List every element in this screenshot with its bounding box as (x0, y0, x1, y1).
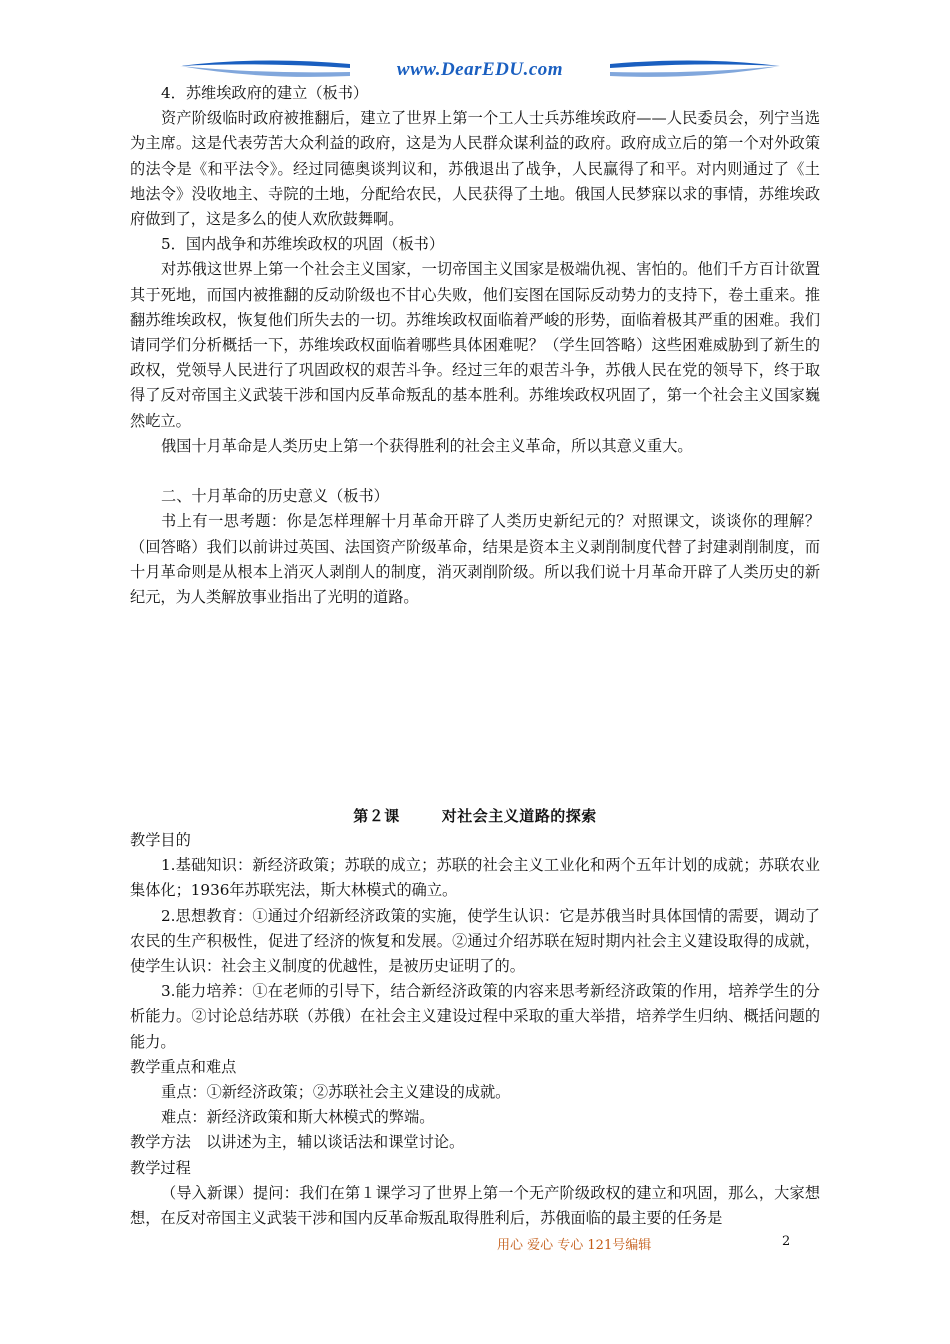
section-heading: 4．苏维埃政府的建立（板书） (161, 84, 369, 102)
lesson-number: 第２课 (353, 807, 400, 825)
lesson-2-body (130, 828, 820, 1231)
paragraph: 俄国十月革命是人类历史上第一个获得胜利的社会主义革命，所以其意义重大。 (161, 436, 693, 455)
paragraph: 教学目的 (130, 831, 191, 849)
footer-editor-note: 用心 爱心 专心 121号编辑 (497, 1238, 652, 1253)
page-number: 2 (782, 1234, 791, 1249)
paragraph: 书上有一思考题：你是怎样理解十月革命开辟了人类历史新纪元的？对照课文，谈谈你的理解？（回答略）我们以前讲过英国、法国资产阶级革命，结果是资本主义剥削制度代替了封建剥削制度，而十月革命则是从根本上消灭人剥削人的制度，消灭剥削阶级。所以我们说十月革命开辟了人类历史的新纪元，为人类解放事业指出了光明的道路。 (130, 512, 820, 607)
paragraph: 难点：新经济政策和斯大林模式的弊端。 (161, 1108, 435, 1127)
lesson-title (130, 805, 820, 826)
lesson-name: 对社会主义道路的探索 (441, 807, 597, 825)
section-1-body (130, 81, 820, 610)
section-heading: 二、十月革命的历史意义（板书） (161, 487, 389, 506)
blank-line (130, 459, 820, 484)
paragraph: 资产阶级临时政府被推翻后，建立了世界上第一个工人士兵苏维埃政府——人民委员会，列宁当选为主席。这是代表劳苦大众利益的政府，这是为人民群众谋利益的政府。政府成立后的第一个对外政策的法令是《和平法令》。经过同德奥谈判议和，苏俄退出了战争，人民赢得了和平。对内则通过了《土地法令》没收地主、寺院的土地，分配给农民，人民获得了土地。俄国人民梦寐以求的事情，苏维埃政府做到了，这是多么的使人欢欣鼓舞啊。 (130, 109, 820, 229)
paragraph: 教学方法 以讲述为主，辅以谈话法和课堂讨论。 (130, 1133, 465, 1152)
paragraph: 教学重点和难点 (130, 1057, 237, 1076)
paragraph: 1.基础知识：新经济政策；苏联的成立；苏联的社会主义工业化和两个五年计划的成就；苏联农业集体化；1936年苏联宪法，斯大林模式的确立。 (130, 856, 820, 900)
paragraph: 对苏俄这世界上第一个社会主义国家，一切帝国主义国家是极端仇视、害怕的。他们千方百计欲置其于死地，而国内被推翻的反动阶级也不甘心失败，他们妄图在国际反动势力的支持下，卷土重来。推翻苏维埃政权，恢复他们所失去的一切。苏维埃政权面临着严峻的形势，面临着极其严重的困难。我们请同学们分析概括一下，苏维埃政权面临着哪些具体困难呢？（学生回答略）这些困难威胁到了新生的政权，党领导人民进行了巩固政权的艰苦斗争。经过三年的艰苦斗争，苏俄人民在党的领导下，终于取得了反对帝国主义武装干涉和国内反革命叛乱的基本胜利。苏维埃政权巩固了，第一个社会主义国家巍然屹立。 (130, 260, 820, 430)
section-heading: 5．国内战争和苏维埃政权的巩固（板书） (161, 235, 445, 254)
paragraph: 重点：①新经济政策；②苏联社会主义建设的成就。 (161, 1083, 511, 1102)
site-logo[interactable]: www.DearEDU.com (396, 59, 564, 80)
paragraph: （导入新课）提问：我们在第１课学习了世界上第一个无产阶级政权的建立和巩固，那么，大家想想，在反对帝国主义武装干涉和国内反革命叛乱取得胜利后，苏俄面临的最主要的任务是 (130, 1183, 820, 1228)
paragraph: 教学过程 (130, 1158, 191, 1177)
paragraph: 3.能力培养：①在老师的引导下，结合新经济政策的内容来思考新经济政策的作用，培养学生的分析能力。②讨论总结苏联（苏俄）在社会主义建设过程中采取的重大举措，培养学生归纳、概括问题的能力。 (130, 982, 820, 1051)
paragraph: 2.思想教育：①通过介绍新经济政策的实施，使学生认识：它是苏俄当时具体国情的需要，调动了农民的生产积极性，促进了经济的恢复和发展。②通过介绍苏联在短时期内社会主义建设取得的成就，使学生认识：社会主义制度的优越性，是被历史证明了的。 (130, 906, 820, 976)
